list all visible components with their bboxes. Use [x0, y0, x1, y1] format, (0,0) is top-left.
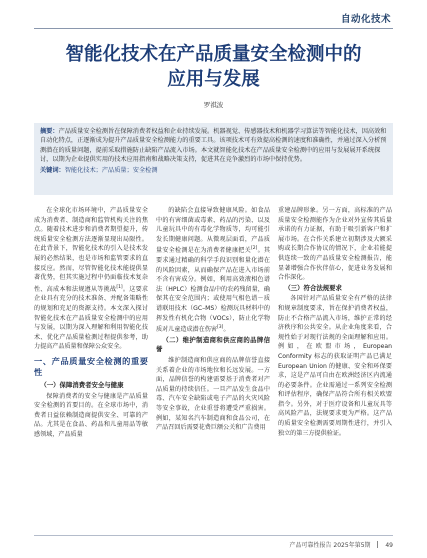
abstract-text: 产品质量安全检测旨在保障消费者权益和企业持续发展。机器视觉、传感器技术和机器学习算法等智能化技术，因高效和自动化特点，正逐渐成为提升产品质量安全检测能力的重要工具。该项技术可有效提高检测的速度和准确性，并通过深入分析预测潜在的质量问题，提前采取措施防止缺陷产品流入市场。本文就智能化技术在产品质量安全检测中的应用与发展展开系统探讨，以期为企业提供实用的技术应用指南和战略决策支持，促进其在竞争激烈的市场中保持优势。 [40, 128, 387, 164]
footer-divider [34, 535, 393, 536]
section-tag: 自动化技术 [340, 14, 391, 25]
abstract-label: 摘要： [40, 128, 59, 135]
journal-name: 产品可靠性报告 2025年第5期 [289, 542, 371, 549]
body-paragraph: 维护制造商和供应商的品牌信誉直接关系着企业的市场地位和长远发展。一方面，品牌信誉的构建需要基于消费者对产品质量的持续信任。一旦产品发生食品中毒、汽车安全缺陷或电子产品的火灾风险等安全事故，企业重誉将遭受严重损害。例如，某知名汽车制造商和食品公司，在产品召回后需要花费巨额公关和广告费用 [156, 356, 270, 432]
body-paragraph: 保障消费者的安全与健康是产品质量安全检测的首要目的。在全球市场中，消费者日益依赖制造商提供安全、可靠的产品。尤其是在食品、药品和儿童用品等敏感领域，产品质量 [34, 392, 148, 438]
paragraph-text: 的缺陷会直接导致健康风险。如食品中的有害细菌或毒素、药品的污染、以及儿童玩具中的有毒化学物质等，均可能引发长期健康问题。从微观层面看，产品质量安全检测是在为消费者健康把关 [156, 207, 270, 255]
body-paragraph: 各国针对产品质量安全有严格的法律和规章制度要求，旨在保护消费者权益，防止不合格产品流入市场，维护正常的经济秩序和公共安全。从企业角度来看，合规性始于对现行法规的全面理解和应用。例如，在欧盟市场，European Conformity 标志的获取证明产品已满足 European Union 的健康、安全和环保要求，这是产品可自由在欧洲经济区内流通的必要条件。企业需通过一系列安全检测和评估程序，确保产品符合所有相关欧盟指令。另外，对于医疗设备和儿童玩具等高风险产品，法规要求更为严格。这产品的质量安全检测需要周期性进行，并引入独立的第三方提供验证。 [278, 295, 392, 437]
body-paragraph [156, 206, 270, 335]
header-divider [34, 28, 393, 29]
keywords-row [40, 166, 387, 175]
body-paragraph: 重建品牌形象。另一方面，高标准的产品质量安全检测能作为企业对外宣传其质量承诺的有力证据，有助于吸引新客户和扩展市场。在合作关系建立初期涉及大额采购或长期合作协议的情况下，企业若能提供连续一致的产品质量安全检测报告，能显著增强合作伙伴信心，促进业务发展和合作深化。 [278, 207, 392, 282]
page-footer [290, 540, 393, 549]
column-1 [34, 206, 148, 534]
footer-separator [377, 541, 378, 548]
subsection-heading-1-1: （一）保障消费者安全与健康 [40, 380, 124, 389]
column-2 [156, 206, 270, 534]
citation-ref: [3] [216, 325, 224, 331]
paragraph-text-end: 。 [223, 326, 230, 334]
article-title [34, 42, 393, 92]
body-columns [34, 206, 394, 534]
title-line-2: 应用与发展 [167, 69, 260, 90]
abstract-box [34, 123, 393, 195]
citation-ref: [2] [250, 246, 258, 252]
author-name: 罗祺波 [203, 101, 224, 109]
section-heading-1: 一、产品质量安全检测的重要性 [34, 355, 148, 377]
page-number: 49 [385, 542, 393, 549]
subsection-heading-1-2: （二）维护制造商和供应商的品牌信誉 [156, 335, 270, 354]
column-3 [278, 206, 392, 534]
intro-text: 在全球化市场环境中，产品质量安全成为消费者、制造商和监管机构关注的焦点。随着技术进步和消费者期望提升，传统质量安全检测方法逐渐显现出局限性。在此背景下，智能化技术的引入是技术发展的必然结果，也是市场和监管要求的直接反应。然而，尽管智能化技术能提供显著优势，但其实施过程中仍面临技术复杂性、高成本和法规遵从等挑战 [34, 207, 148, 293]
keywords-label: 关键词： [40, 166, 65, 174]
intro-text-tail: 。这要求企业具有充分的技术准备、并配备策略性的规划和充足的资源支持。本文深入探讨智能化技术在产品质量安全检测中的应用与发展，以期为深入理解和利用智能化技术、优化产品质量检测过程提供参考，助力提高产品质量和保障公众安全。 [34, 285, 148, 351]
paragraph-text-tail: 。其要求通过精确的科学手段识别和量化潜在的风险因素，从而确保产品在进入市场前不含有害成分。例如，利用高效液相色谱法（HPLC）检测食品中的农药残留量，确保其在安全范围内；或使用气相色谱－质谱联用技术（GC–MS）检测玩具材料中的挥发性有机化合物（VOCs），防止化学物质对儿童造成潜在伤害 [156, 247, 270, 334]
subsection-heading-1-3: （三）符合法规要求 [284, 283, 342, 292]
intro-paragraph [34, 206, 148, 352]
keywords-text: 智能化技术；产品质量；安全检测 [64, 166, 158, 174]
citation-ref: [1] [116, 284, 123, 290]
title-line-1: 智能化技术在产品质量安全检测中的 [65, 44, 362, 65]
